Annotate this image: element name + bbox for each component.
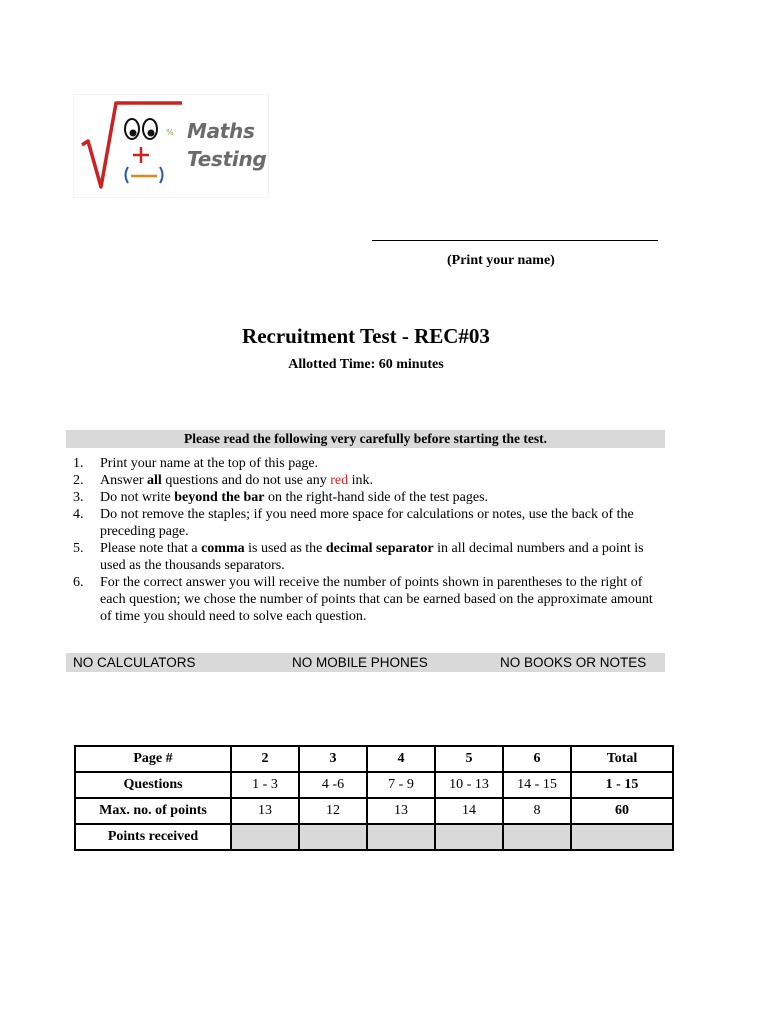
table-cell: 13 (231, 798, 299, 824)
table-cell: 2 (231, 746, 299, 772)
table-cell: 4 (367, 746, 435, 772)
instruction-text: in all decimal numbers and a point is used as the thousands separators. (100, 541, 644, 573)
emphasis-text: comma (201, 541, 245, 556)
instruction-text: Print your name at the top of this page. (100, 456, 319, 471)
table-cell: 7 - 9 (367, 772, 435, 798)
table-row (75, 798, 673, 824)
table-row (75, 824, 673, 850)
emphasis-text: all (147, 473, 162, 488)
name-caption: (Print your name) (447, 253, 555, 268)
instruction-item (66, 574, 666, 625)
table-cell: 3 (299, 746, 367, 772)
instruction-item (66, 506, 666, 540)
instruction-text: Do not remove the staples; if you need more space for calculations or notes, use the back of the preceding page. (100, 507, 634, 539)
restriction-calculators: NO CALCULATORS (73, 655, 196, 670)
maths-testing-logo (73, 94, 269, 198)
red-ink-text: red (330, 473, 349, 488)
instruction-number: 5. (73, 541, 84, 556)
points-received-cell[interactable] (231, 824, 299, 850)
table-row (75, 772, 673, 798)
table-cell: 4 -6 (299, 772, 367, 798)
table-cell: 10 - 13 (435, 772, 503, 798)
instruction-text: questions and do not use any (161, 473, 331, 488)
instruction-text: Do not write (100, 490, 175, 505)
name-signature-line[interactable] (372, 240, 658, 241)
points-received-cell[interactable] (503, 824, 571, 850)
table-cell: 14 - 15 (503, 772, 571, 798)
points-received-cell[interactable] (571, 824, 673, 850)
instructions-notice: Please read the following very carefully before starting the test. (66, 430, 665, 448)
row-label: Page # (75, 746, 231, 772)
instruction-number: 4. (73, 507, 84, 522)
instruction-number: 6. (73, 575, 84, 590)
allotted-time: Allotted Time: 60 minutes (288, 357, 444, 372)
instruction-text: Answer (100, 473, 148, 488)
table-cell: 1 - 3 (231, 772, 299, 798)
row-label: Points received (75, 824, 231, 850)
points-received-cell[interactable] (299, 824, 367, 850)
instruction-item (66, 489, 666, 506)
restriction-books-notes: NO BOOKS OR NOTES (500, 655, 647, 670)
restriction-mobile-phones: NO MOBILE PHONES (292, 655, 428, 670)
row-label: Questions (75, 772, 231, 798)
instruction-text: For the correct answer you will receive the number of points shown in parentheses to the right of each question; we chose the number of points that can be earned based on the approximate amount of time you should need to solve each question. (100, 575, 653, 624)
table-cell: 60 (571, 798, 673, 824)
instruction-item (66, 455, 666, 472)
instruction-number: 1. (73, 456, 84, 471)
instruction-item (66, 472, 666, 489)
instruction-text: Please note that a (100, 541, 202, 556)
square-root-face-icon (74, 95, 268, 197)
emphasis-text: beyond the bar (174, 490, 265, 505)
table-cell: Total (571, 746, 673, 772)
restrictions-bar (66, 653, 665, 672)
table-cell: 8 (503, 798, 571, 824)
table-cell: 13 (367, 798, 435, 824)
instruction-text: on the right-hand side of the test pages. (264, 490, 489, 505)
instruction-text: ink. (348, 473, 373, 488)
table-cell: 14 (435, 798, 503, 824)
table-cell: 6 (503, 746, 571, 772)
instruction-item (66, 540, 666, 574)
points-table (74, 745, 674, 851)
table-cell: 5 (435, 746, 503, 772)
logo-text-maths: Maths (187, 119, 255, 143)
points-received-cell[interactable] (435, 824, 503, 850)
table-row (75, 746, 673, 772)
instruction-number: 2. (73, 473, 84, 488)
logo-text-testing: Testing (187, 147, 267, 171)
instruction-text: is used as the (244, 541, 326, 556)
row-label: Max. no. of points (75, 798, 231, 824)
emphasis-text: decimal separator (325, 541, 434, 556)
instructions-list (66, 455, 666, 625)
page-title: Recruitment Test - REC#03 (242, 324, 490, 348)
table-cell: 1 - 15 (571, 772, 673, 798)
table-cell: 12 (299, 798, 367, 824)
svg-text:%: % (166, 128, 174, 137)
points-received-cell[interactable] (367, 824, 435, 850)
instruction-number: 3. (73, 490, 84, 505)
